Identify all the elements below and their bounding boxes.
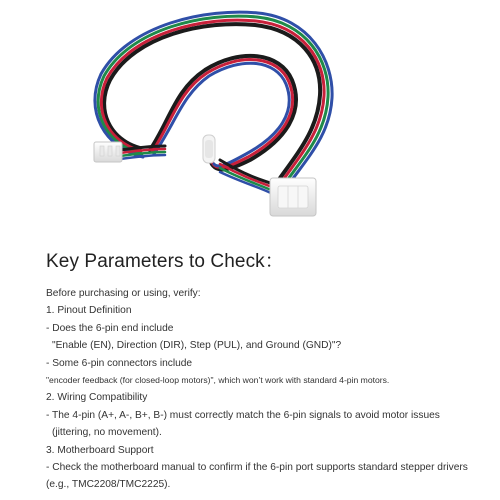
section-heading: Key Parameters to Check： — [46, 251, 284, 272]
cable-product-photo — [0, 0, 500, 240]
item-1-detail: "Enable (EN), Direction (DIR), Step (PUL), and Ground (GND)"? — [52, 340, 342, 352]
description-panel — [46, 246, 486, 494]
item-1-note-detail: "encoder feedback (for closed-loop motors)", which won’t work with standard 4-pin motors. — [46, 375, 390, 386]
item-2-detail-cont: (jittering, no movement). — [52, 427, 162, 439]
item-1-note: - Some 6-pin connectors include — [46, 357, 193, 369]
item-1-question: - Does the 6-pin end include — [46, 322, 174, 334]
item-3-title: 3. Motherboard Support — [46, 444, 154, 456]
left-connector — [94, 142, 122, 162]
item-3-detail-cont: (e.g., TMC2208/TMC2225). — [46, 479, 171, 491]
wire-loop — [95, 12, 332, 198]
item-2-detail: - The 4-pin (A+, A-, B+, B-) must correctly match the 6-pin signals to avoid motor issues — [46, 409, 440, 421]
right-connector — [270, 178, 316, 216]
intro-text: Before purchasing or using, verify: — [46, 288, 201, 299]
item-2-title: 2. Wiring Compatibility — [46, 392, 148, 404]
item-3-detail: - Check the motherboard manual to confirm if the 6-pin port supports standard stepper drivers — [46, 462, 468, 474]
item-1-title: 1. Pinout Definition — [46, 305, 132, 317]
cable-tie — [203, 135, 215, 163]
